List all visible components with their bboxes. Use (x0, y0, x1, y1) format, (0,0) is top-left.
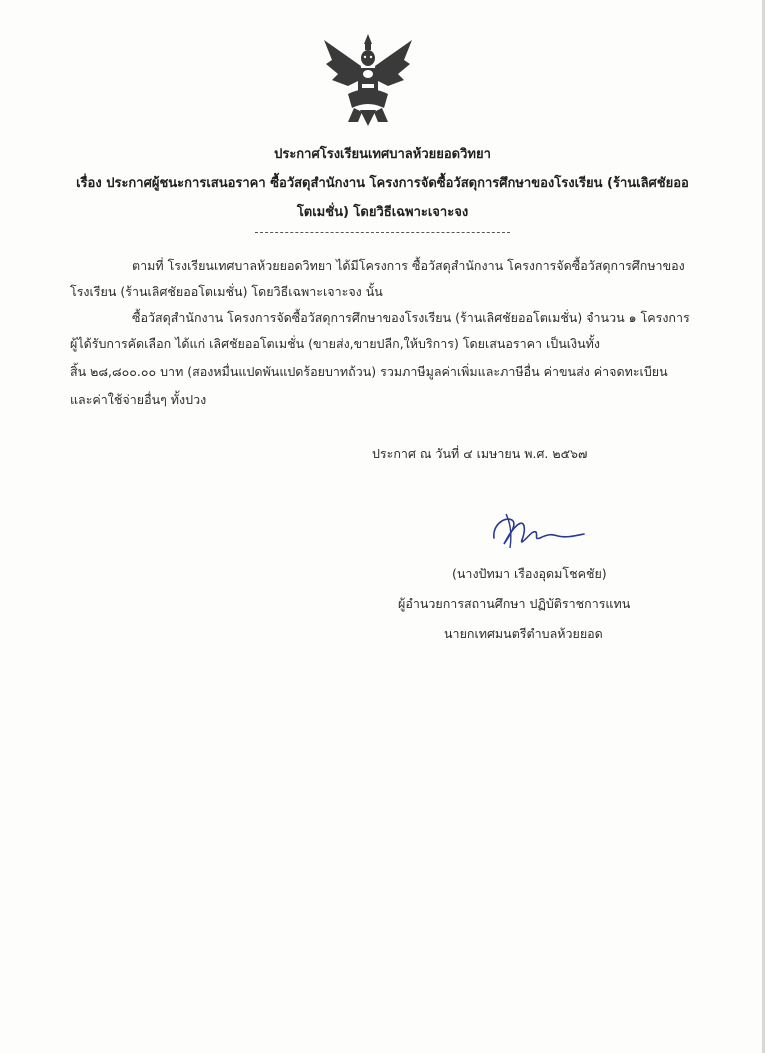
paragraph2-line3: สิ้น ๒๘,๘๐๐.๐๐ บาท (สองหมื่นแปดพันแปดร้อยบาทถ้วน) รวมภาษีมูลค่าเพิ่มและภาษีอื่น ค่าขนส่ง ค่าจดทะเบียน (70, 364, 668, 379)
paragraph2-line1: ซื้อวัสดุสำนักงาน โครงการจัดซื้อวัสดุการศึกษาของโรงเรียน (ร้านเลิศชัยออโตเมชั่น) จำนวน ๑ โครงการ (132, 310, 690, 325)
paragraph1-line1: ตามที่ โรงเรียนเทศบาลห้วยยอดวิทยา ได้มีโครงการ ซื้อวัสดุสำนักงาน โครงการจัดซื้อวัสดุการศึกษาของ (132, 258, 685, 273)
signatory-position-1: ผู้อำนวยการสถานศึกษา ปฏิบัติราชการแทน (398, 596, 631, 611)
paragraph2-line4: และค่าใช้จ่ายอื่นๆ ทั้งปวง (70, 392, 207, 407)
signatory-name: (นางปัทมา เรืองอุดมโชคชัย) (452, 566, 607, 581)
subject-line-1: เรื่อง ประกาศผู้ชนะการเสนอราคา ซื้อวัสดุสำนักงาน โครงการจัดซื้อวัสดุการศึกษาของโรงเรียน (ร้านเลิศชัยออ (76, 176, 689, 191)
announce-date: ประกาศ ณ วันที่ ๔ เมษายน พ.ศ. ๒๕๖๗ (372, 446, 588, 461)
garuda-emblem-icon (318, 30, 418, 130)
paragraph2-line2: ผู้ได้รับการคัดเลือก ได้แก่ เลิศชัยออโตเมชั่น (ขายส่ง,ขายปลีก,ให้บริการ) โดยเสนอราคา เป็นเงินทั้ง (70, 336, 601, 351)
divider-line (255, 232, 510, 233)
subject-line-2: โตเมชั่น) โดยวิธีเฉพาะเจาะจง (296, 205, 469, 220)
announcement-title: ประกาศโรงเรียนเทศบาลห้วยยอดวิทยา (274, 147, 491, 162)
signatory-position-2: นายกเทศมนตรีตำบลห้วยยอด (444, 626, 603, 641)
signature-icon (482, 508, 592, 554)
paragraph1-line2: โรงเรียน (ร้านเลิศชัยออโตเมชั่น) โดยวิธีเฉพาะเจาะจง นั้น (70, 284, 383, 299)
